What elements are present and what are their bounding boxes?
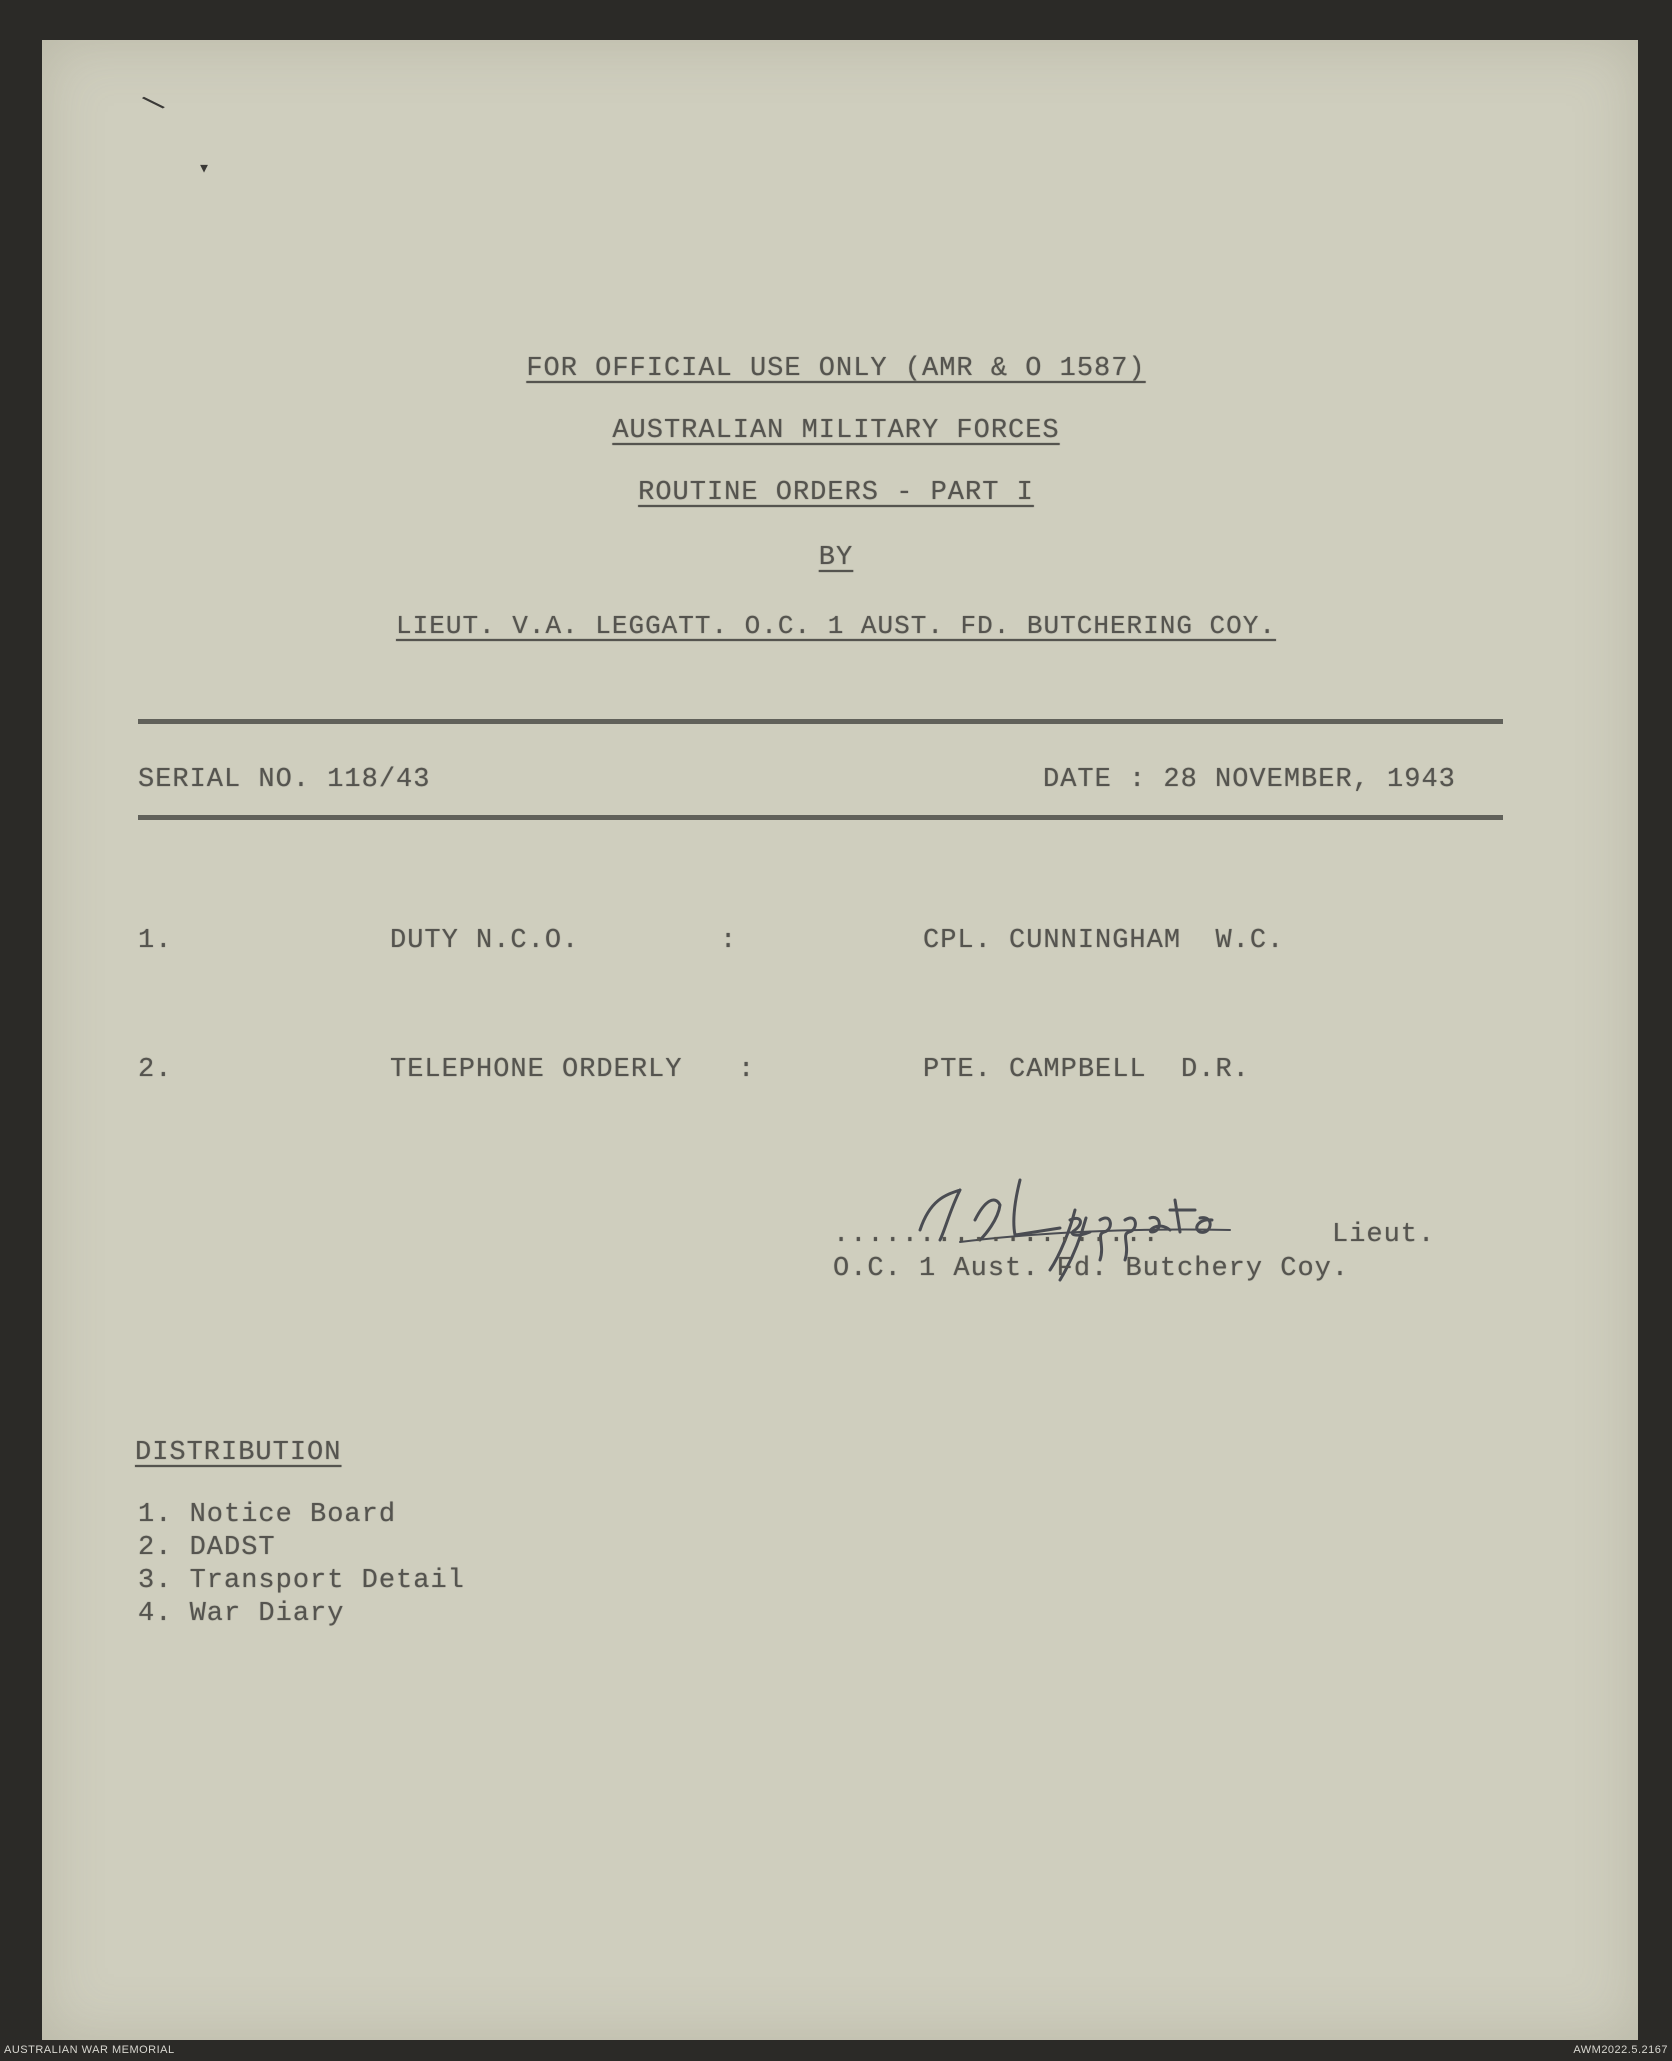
- by-heading: BY: [818, 543, 854, 573]
- footer-right: AWM2022.5.2167: [1573, 2044, 1668, 2056]
- distribution-item: 3. Transport Detail: [138, 1566, 465, 1596]
- distribution-item: 1. Notice Board: [138, 1500, 397, 1530]
- order-separator: :: [738, 1055, 756, 1085]
- signature-title: O.C. 1 Aust. Fd. Butchery Coy.: [833, 1254, 1350, 1284]
- classification-heading: FOR OFFICIAL USE ONLY (AMR & O 1587): [526, 354, 1146, 384]
- distribution-item: 4. War Diary: [138, 1599, 345, 1629]
- punch-mark: ▾: [198, 158, 211, 181]
- distribution-item: 2. DADST: [138, 1533, 276, 1563]
- top-rule: [138, 719, 1503, 724]
- bottom-rule: [138, 815, 1503, 820]
- orders-heading: ROUTINE ORDERS - PART I: [638, 478, 1034, 508]
- serial-number: SERIAL NO. 118/43: [138, 765, 431, 795]
- punch-mark: \: [139, 87, 172, 124]
- signature-rank: Lieut.: [1332, 1220, 1436, 1250]
- issuer-heading: LIEUT. V.A. LEGGATT. O.C. 1 AUST. FD. BUTCHERING COY.: [396, 611, 1276, 641]
- signature-dots: ...................: [833, 1220, 1160, 1250]
- organisation-heading: AUSTRALIAN MILITARY FORCES: [612, 416, 1060, 446]
- order-duty: DUTY N.C.O.: [390, 926, 580, 956]
- order-name: PTE. CAMPBELL D.R.: [923, 1055, 1250, 1085]
- order-date: DATE : 28 NOVEMBER, 1943: [1043, 765, 1456, 795]
- document-page: [42, 40, 1638, 2040]
- order-duty: TELEPHONE ORDERLY: [390, 1055, 683, 1085]
- footer-left: AUSTRALIAN WAR MEMORIAL: [4, 2044, 175, 2056]
- order-name: CPL. CUNNINGHAM W.C.: [923, 926, 1285, 956]
- order-number: 2.: [138, 1055, 173, 1085]
- order-separator: :: [720, 926, 738, 956]
- order-number: 1.: [138, 926, 173, 956]
- distribution-heading: DISTRIBUTION: [135, 1438, 342, 1468]
